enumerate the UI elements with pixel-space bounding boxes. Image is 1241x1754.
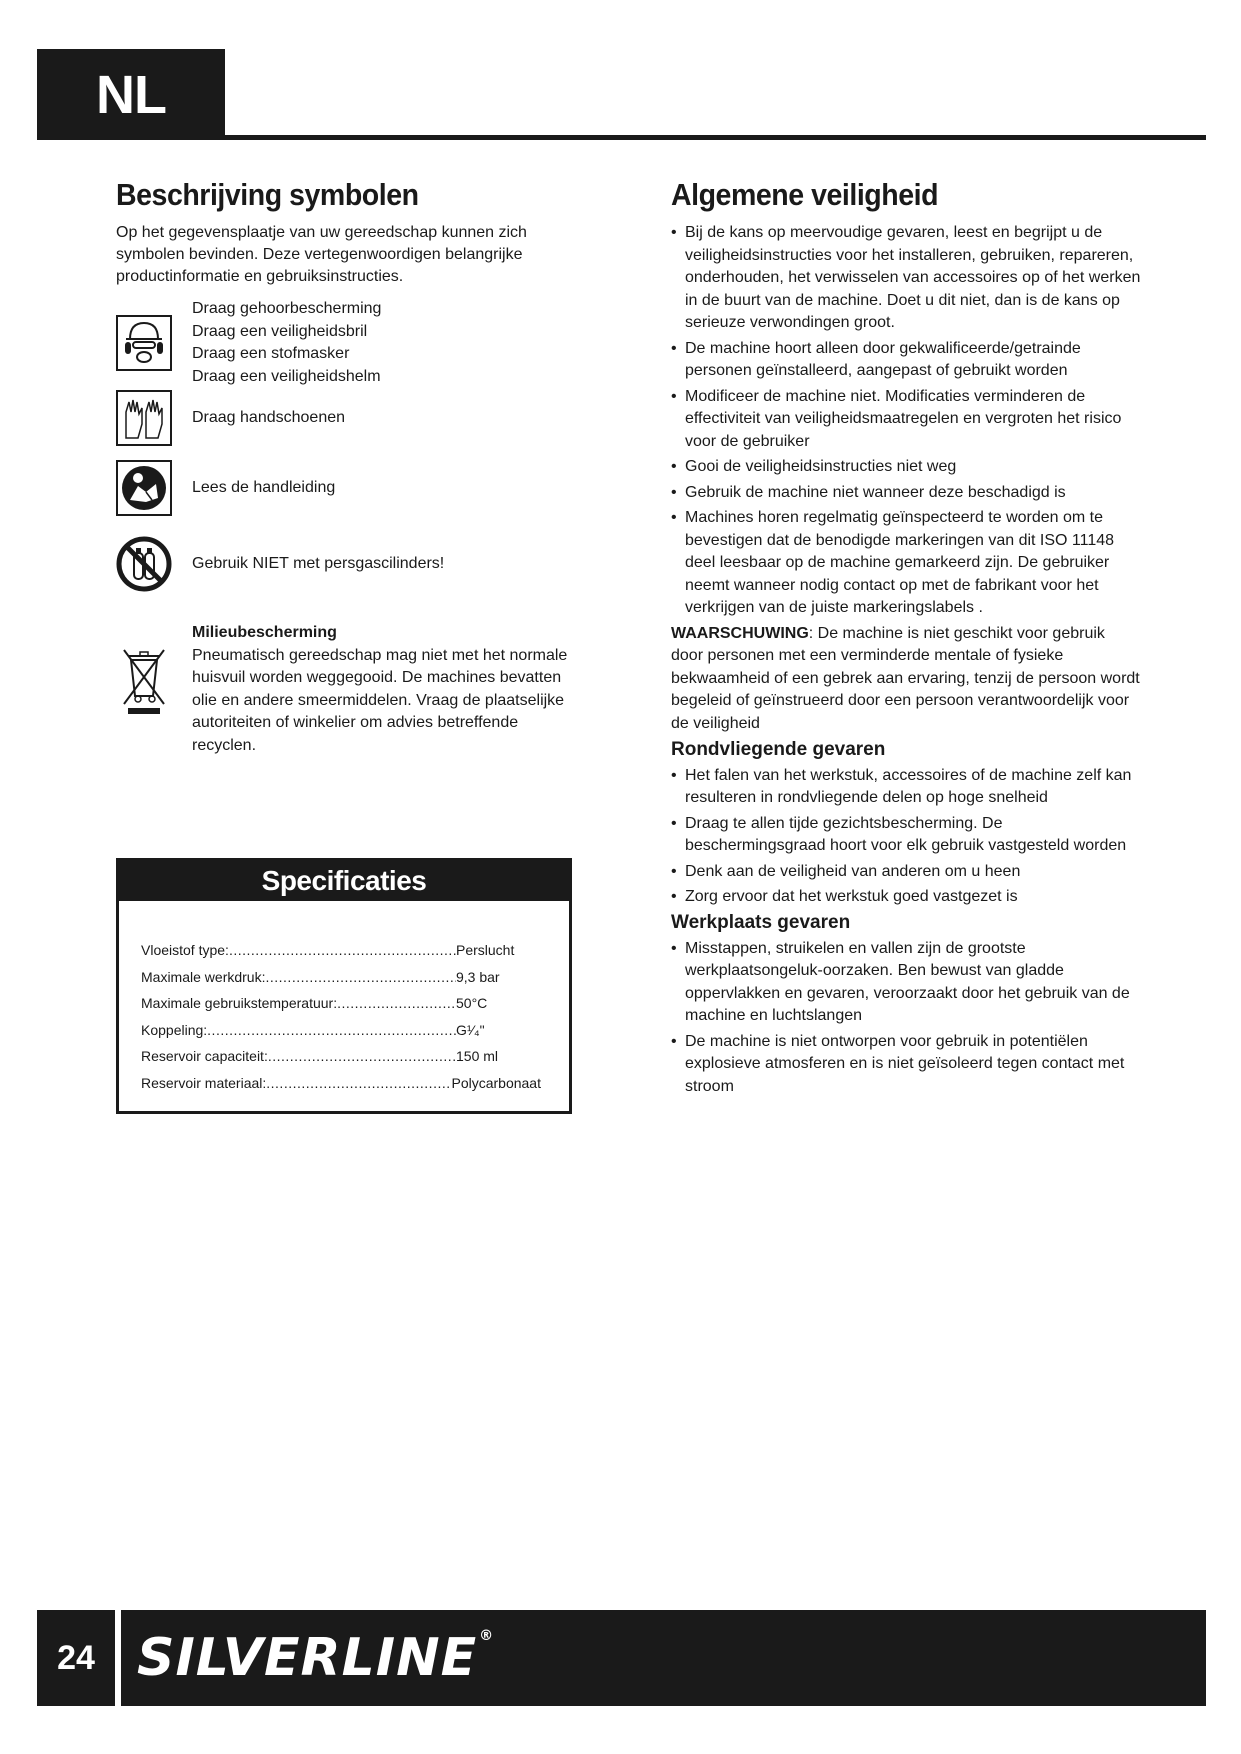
spec-value: Polycarbonaat (451, 1074, 541, 1091)
safety-title: Algemene veiligheid (671, 177, 939, 212)
list-item: • Gebruik de machine niet wanneer deze beschadigd is (671, 482, 1141, 505)
spec-row (141, 937, 541, 964)
spec-value: 150 ml (456, 1048, 499, 1064)
cylinders-label: Gebruik NIET met persgascilinders! (192, 554, 445, 572)
spec-row (141, 1043, 541, 1070)
workplace-hazards-title: Werkplaats gevaren (671, 911, 851, 933)
specifications-box (116, 858, 572, 1114)
list-item: • Het falen van het werkstuk, accessoires of de machine zelf kan resulteren in rondvliegende delen op hoge snelheid (671, 765, 1141, 810)
workplace-hazards-list (671, 938, 1141, 1099)
language-tab: NL (37, 49, 225, 140)
symbol-row-manual (116, 460, 586, 516)
flying-hazards-title: Rondvliegende gevaren (671, 739, 886, 761)
symbol-row-cylinders (116, 536, 586, 592)
header-rule (225, 135, 1206, 140)
list-item: • Zorg ervoor dat het werkstuk goed vastgezet is (671, 886, 1141, 909)
ppe-hearing: Draag gehoorbescherming (192, 300, 382, 318)
safety-list (671, 222, 1141, 620)
warning-label: WAARSCHUWING (671, 624, 809, 642)
spec-value: 50°C (456, 995, 488, 1011)
spec-label: Vloeistof type: (141, 942, 229, 958)
list-item: • Gooi de veiligheidsinstructies niet weg (671, 456, 1141, 479)
footer-divider (115, 1610, 121, 1706)
symbol-row-ppe (116, 298, 586, 388)
spec-row (141, 1017, 541, 1044)
list-item: • Draag te allen tijde gezichtsbescherming. De beschermingsgraad hoort voor elk gebruik vastgesteld worden (671, 813, 1141, 858)
symbols-title: Beschrijving symbolen (116, 177, 419, 212)
spec-label: Reservoir capaciteit: (141, 1048, 268, 1064)
symbols-section (116, 178, 586, 757)
ppe-icon (116, 315, 172, 371)
symbol-row-environment (116, 622, 586, 757)
gloves-label: Draag handschoenen (192, 408, 346, 426)
list-item: • Machines horen regelmatig geïnspecteerd te worden om te bevestigen dat de benodigde markeringen van dit ISO 11148 deel leesbaar op de machine gemarkeerd zijn. De gebruiker neemt wanneer nodig contact op met de fabrikant voor het verkrijgen van de juiste markeringslabels . (671, 507, 1141, 620)
footer-bar (37, 1610, 1206, 1706)
manual-label: Lees de handleiding (192, 478, 336, 496)
list-item: • Modificeer de machine niet. Modificaties verminderen de effectiviteit van veiligheidsmaatregelen en vergroten het risico voor de gebruiker (671, 386, 1141, 454)
environment-title: Milieubescherming (192, 624, 337, 642)
warning-paragraph (671, 623, 1141, 736)
specifications-title: Specificaties (119, 861, 569, 901)
environment-text: Pneumatisch gereedschap mag niet met het normale huisvuil worden weggegooid. De machines bevatten olie en andere smeermiddelen. Vraag de plaatselijke autoriteiten of winkelier om advies betreffende recyclen. (192, 646, 568, 754)
brand-name: SILVERLINE (137, 1628, 478, 1688)
spec-value: Perslucht (456, 942, 515, 958)
list-item: • Misstappen, struikelen en vallen zijn de grootste werkplaatsongeluk-oorzaken. Ben bewust van gladde oppervlakken en gevaren, veroorzaakt door het gebruik van de machine en luchtslangen (671, 938, 1141, 1028)
ppe-mask: Draag een stofmasker (192, 345, 350, 363)
spec-row (141, 964, 541, 991)
ppe-helmet: Draag een veiligheidshelm (192, 367, 381, 385)
no-gas-cylinder-icon (116, 536, 172, 592)
spec-label: Koppeling: (141, 1021, 208, 1038)
spec-value: 9,3 bar (456, 968, 500, 985)
registered-mark: ® (479, 1628, 495, 1644)
weee-bin-icon (116, 646, 172, 716)
list-item: • Bij de kans op meervoudige gevaren, leest en begrijpt u de veiligheidsinstructies voor het installeren, gebruiken, repareren, onderhouden, het verwisselen van accessoires op of het werken in de buurt van de machine. Doet u dit niet, dan is de kans op serieuze verwondingen groot. (671, 222, 1141, 335)
spec-row (141, 990, 541, 1017)
safety-section (671, 178, 1141, 1101)
gloves-icon (116, 390, 172, 446)
page-number: 24 (57, 1638, 95, 1677)
spec-row (141, 1070, 541, 1097)
silverline-logo (137, 1628, 494, 1688)
specifications-list (141, 937, 541, 1096)
symbols-intro: Op het gegevensplaatje van uw gereedschap kunnen zich symbolen bevinden. Deze vertegenwoordigen belangrijke productinformatie en gebruiksinstructies. (116, 224, 527, 286)
spec-value: G¹⁄₄" (456, 1021, 485, 1038)
list-item: • De machine hoort alleen door gekwalificeerde/getrainde personen geïnstalleerd, aangepast of gebruikt worden (671, 338, 1141, 383)
symbol-row-gloves (116, 390, 586, 446)
spec-label: Reservoir materiaal: (141, 1074, 267, 1091)
spec-label: Maximale gebruikstemperatuur: (141, 995, 338, 1011)
ppe-glasses: Draag een veiligheidsbril (192, 322, 368, 340)
read-manual-icon (116, 460, 172, 516)
spec-label: Maximale werkdruk: (141, 968, 266, 985)
flying-hazards-list (671, 765, 1141, 909)
list-item: • Denk aan de veiligheid van anderen om u heen (671, 861, 1141, 884)
list-item: • De machine is niet ontworpen voor gebruik in potentiëlen explosieve atmosferen en is niet geïsoleerd tegen contact met stroom (671, 1031, 1141, 1099)
warning-text: : De machine is niet geschikt voor gebruik door personen met een verminderde mentale of fysieke bekwaamheid of een gebrek aan ervaring, tenzij de persoon wordt begeleid of geïnstrueerd door een persoon verantwoordelijk voor de veiligheid (671, 624, 1140, 732)
